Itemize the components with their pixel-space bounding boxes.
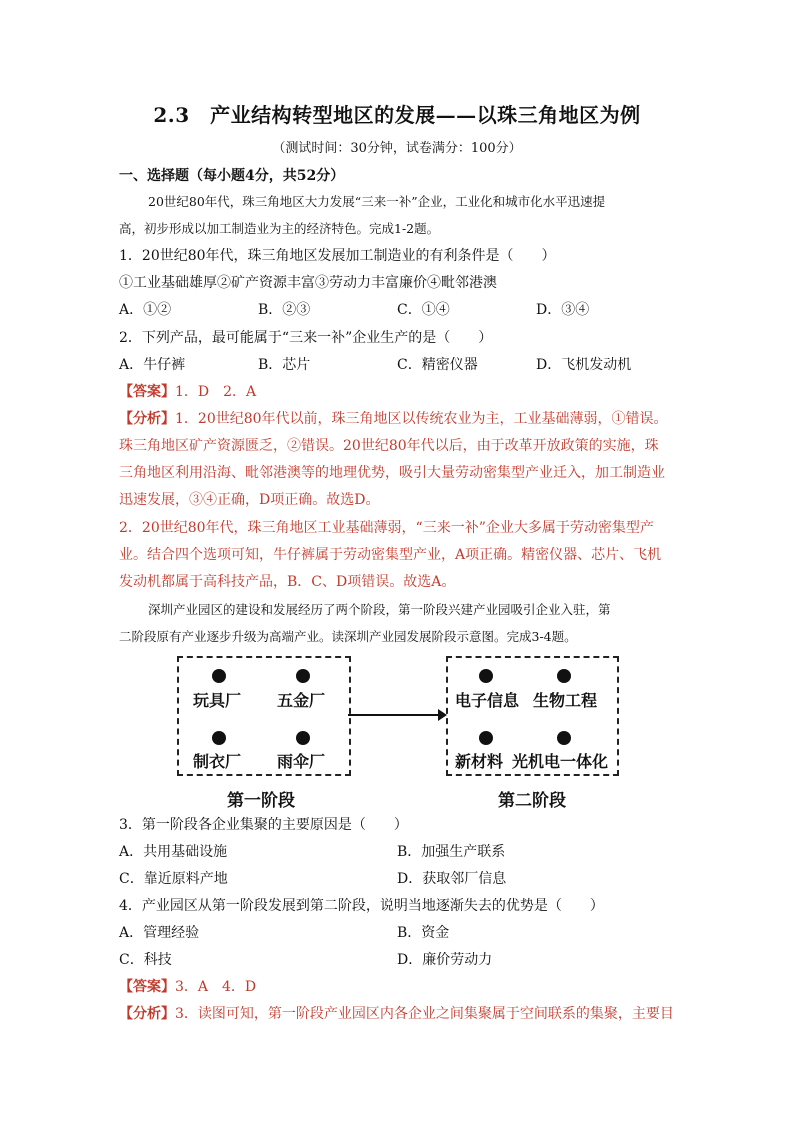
analysis-line: 迅速发展，③④正确，D项正确。故选D。 [119,492,380,508]
analysis-line: 珠三角地区矿产资源匮乏，②错误。20世纪80年代以后，由于改革开放政策的实施，珠 [119,438,659,454]
analysis-block [119,409,668,429]
industry-label: 新材料 [455,752,504,771]
question-3-stem: 3．第一阶段各企业集聚的主要原因是（ ） [119,817,408,833]
analysis-block [119,1004,674,1024]
option-d[interactable]: D．③④ [536,302,590,318]
option-c[interactable]: C．①④ [397,302,450,318]
answer-text: 3．A 4．D [175,979,257,995]
passage-line: 深圳产业园区的建设和发展经历了两个阶段，第一阶段兴建产业园吸引企业入驻，第 [148,602,611,617]
section-heading: 一、选择题（每小题4分，共52分） [119,168,345,184]
answer-tag: 【答案】 [119,384,175,400]
factory-dot [296,669,310,683]
industry-label: 电子信息 [455,691,520,710]
passage-line: 20世纪80年代，珠三角地区大力发展“三来一补”企业，工业化和城市化水平迅速提 [148,194,606,209]
test-info: （测试时间：30分钟，试卷满分：100分） [272,141,522,156]
option-a[interactable]: A．共用基础设施 [119,844,228,860]
passage-line: 二阶段原有产业逐步升级为高端产业。读深圳产业园发展阶段示意图。完成3-4题。 [119,629,577,644]
question-1-conditions: ①工业基础雄厚②矿产资源丰富③劳动力丰富廉价④毗邻港澳 [119,275,497,291]
question-2-stem: 2．下列产品，最可能属于“三来一补”企业生产的是（ ） [119,330,493,346]
factory-label: 制衣厂 [193,752,242,771]
option-b[interactable]: B．资金 [397,925,450,941]
factory-label: 玩具厂 [193,691,242,710]
answer-block [119,977,256,997]
option-d[interactable]: D．获取邻厂信息 [397,871,507,887]
answer-tag: 【答案】 [119,979,175,995]
industry-dot [479,669,493,683]
option-a[interactable]: A．①② [119,302,172,318]
analysis-tag: 【分析】 [119,411,175,427]
question-1-stem: 1．20世纪80年代，珠三角地区发展加工制造业的有利条件是（ ） [119,248,556,264]
factory-dot [212,669,226,683]
factory-label: 五金厂 [277,691,326,710]
option-c[interactable]: C．科技 [119,952,172,968]
industry-dot [479,731,493,745]
option-a[interactable]: A．牛仔裤 [119,357,186,373]
option-b[interactable]: B．加强生产联系 [397,844,506,860]
option-c[interactable]: C．靠近原料产地 [119,871,228,887]
industry-dot [557,669,571,683]
option-b[interactable]: B．芯片 [258,357,311,373]
stage-2-label: 第二阶段 [498,791,566,811]
industry-label: 生物工程 [533,691,598,710]
factory-label: 雨伞厂 [277,752,326,771]
answer-text: 1．D 2．A [175,384,257,400]
analysis-line: 业。结合四个选项可知，牛仔裤属于劳动密集型产业，A项正确。精密仪器、芯片、飞机 [119,547,662,563]
factory-dot [296,731,310,745]
analysis-line: 2．20世纪80年代，珠三角地区工业基础薄弱，“三来一补”企业大多属于劳动密集型产 [119,520,654,536]
arrow-right-icon [348,705,448,725]
analysis-line: 发动机都属于高科技产品，B．C、D项错误。故选A。 [119,574,456,590]
analysis-tag: 【分析】 [119,1006,175,1022]
analysis-line: 三角地区利用沿海、毗邻港澳等的地理优势，吸引大量劳动密集型产业迁入，加工制造业 [119,465,665,481]
page-title: 2.3 产业结构转型地区的发展——以珠三角地区为例 [153,103,641,127]
option-d[interactable]: D．廉价劳动力 [397,952,493,968]
option-c[interactable]: C．精密仪器 [397,357,478,373]
answer-block [119,382,256,402]
industry-dot [557,731,571,745]
option-a[interactable]: A．管理经验 [119,925,200,941]
option-d[interactable]: D．飞机发动机 [536,357,632,373]
stage-1-label: 第一阶段 [227,791,295,811]
question-4-stem: 4．产业园区从第一阶段发展到第二阶段，说明当地逐渐失去的优势是（ ） [119,898,604,914]
option-b[interactable]: B．②③ [258,302,311,318]
analysis-line: 3．读图可知，第一阶段产业园区内各企业之间集聚属于空间联系的集聚，主要目 [175,1006,674,1022]
passage-line: 高，初步形成以加工制造业为主的经济特色。完成1-2题。 [119,221,440,236]
industry-label: 光机电一体化 [512,752,609,771]
analysis-line: 1．20世纪80年代以前，珠三角地区以传统农业为主，工业基础薄弱，①错误。 [175,411,668,427]
factory-dot [212,731,226,745]
